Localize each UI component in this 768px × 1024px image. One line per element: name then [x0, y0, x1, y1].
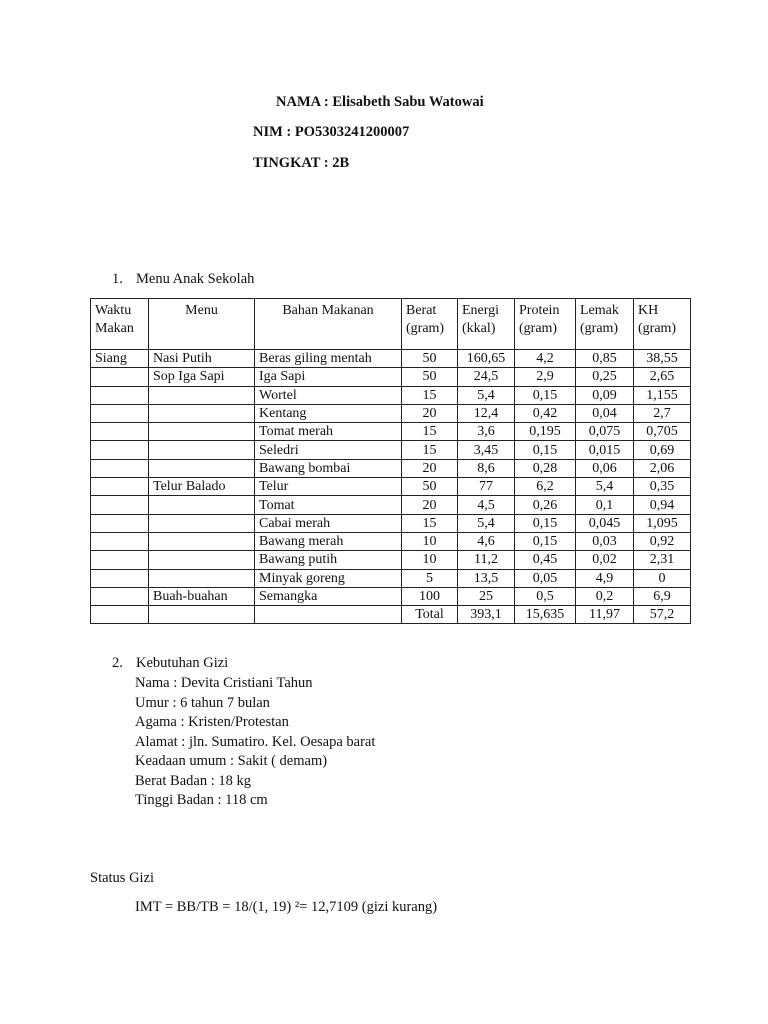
- header-berat: Berat (gram): [402, 299, 458, 350]
- cell-berat: 15: [402, 514, 458, 532]
- section-1-heading: [112, 271, 254, 288]
- cell-menu: Sop Iga Sapi: [149, 368, 255, 386]
- cell-berat: 50: [402, 368, 458, 386]
- cell-bahan: Telur: [255, 478, 402, 496]
- cell-berat: 5: [402, 569, 458, 587]
- cell-lemak: 0,04: [576, 404, 634, 422]
- cell-berat: 100: [402, 587, 458, 605]
- cell-bahan: Seledri: [255, 441, 402, 459]
- header-waktu-makan: Waktu Makan: [91, 299, 149, 350]
- cell-lemak: 4,9: [576, 569, 634, 587]
- cell-berat: 20: [402, 459, 458, 477]
- cell-energi: 160,65: [458, 350, 515, 368]
- cell-berat: 50: [402, 478, 458, 496]
- cell-berat: 15: [402, 386, 458, 404]
- cell-bahan: Iga Sapi: [255, 368, 402, 386]
- total-kh: 57,2: [634, 606, 691, 624]
- total-empty-cell: [255, 606, 402, 624]
- cell-energi: 4,6: [458, 532, 515, 550]
- cell-protein: 0,15: [515, 386, 576, 404]
- cell-bahan: Semangka: [255, 587, 402, 605]
- cell-berat: 15: [402, 441, 458, 459]
- cell-menu: [149, 514, 255, 532]
- cell-energi: 77: [458, 478, 515, 496]
- cell-bahan: Wortel: [255, 386, 402, 404]
- table-row: [91, 350, 691, 368]
- table-row: [91, 514, 691, 532]
- cell-energi: 11,2: [458, 551, 515, 569]
- table-row: [91, 386, 691, 404]
- total-empty-cell: [91, 606, 149, 624]
- cell-kh: 2,31: [634, 551, 691, 569]
- cell-waktu: [91, 423, 149, 441]
- cell-kh: 0,92: [634, 532, 691, 550]
- cell-menu: Buah-buahan: [149, 587, 255, 605]
- menu-table: [90, 298, 691, 624]
- table-row: [91, 587, 691, 605]
- cell-waktu: [91, 386, 149, 404]
- cell-bahan: Minyak goreng: [255, 569, 402, 587]
- cell-waktu: [91, 459, 149, 477]
- cell-berat: 20: [402, 404, 458, 422]
- cell-kh: 0: [634, 569, 691, 587]
- cell-protein: 4,2: [515, 350, 576, 368]
- section-2-heading: [112, 655, 228, 672]
- cell-menu: Telur Balado: [149, 478, 255, 496]
- cell-energi: 4,5: [458, 496, 515, 514]
- table-row: [91, 551, 691, 569]
- cell-energi: 5,4: [458, 386, 515, 404]
- cell-menu: Nasi Putih: [149, 350, 255, 368]
- cell-waktu: [91, 514, 149, 532]
- cell-lemak: 0,045: [576, 514, 634, 532]
- cell-waktu: [91, 368, 149, 386]
- cell-kh: 2,65: [634, 368, 691, 386]
- cell-kh: 1,095: [634, 514, 691, 532]
- header-menu: Menu: [149, 299, 255, 350]
- cell-bahan: Tomat: [255, 496, 402, 514]
- table-row: [91, 441, 691, 459]
- cell-berat: 20: [402, 496, 458, 514]
- student-tingkat: TINGKAT : 2B: [253, 155, 350, 171]
- cell-kh: 2,7: [634, 404, 691, 422]
- cell-protein: 0,5: [515, 587, 576, 605]
- total-label: Total: [402, 606, 458, 624]
- section-2-number: 2.: [112, 655, 123, 671]
- cell-protein: 0,15: [515, 441, 576, 459]
- cell-lemak: 0,2: [576, 587, 634, 605]
- cell-berat: 10: [402, 551, 458, 569]
- table-row: [91, 459, 691, 477]
- patient-info: [135, 674, 375, 811]
- cell-waktu: [91, 404, 149, 422]
- cell-kh: 0,69: [634, 441, 691, 459]
- cell-menu: [149, 459, 255, 477]
- cell-waktu: Siang: [91, 350, 149, 368]
- cell-menu: [149, 404, 255, 422]
- section-2-title: Kebutuhan Gizi: [136, 655, 229, 671]
- cell-bahan: Kentang: [255, 404, 402, 422]
- cell-berat: 15: [402, 423, 458, 441]
- cell-protein: 2,9: [515, 368, 576, 386]
- cell-menu: [149, 441, 255, 459]
- header-kh: KH (gram): [634, 299, 691, 350]
- cell-lemak: 0,06: [576, 459, 634, 477]
- cell-waktu: [91, 496, 149, 514]
- cell-waktu: [91, 532, 149, 550]
- header-protein: Protein (gram): [515, 299, 576, 350]
- table-total-row: [91, 606, 691, 624]
- cell-kh: 6,9: [634, 587, 691, 605]
- table-row: [91, 478, 691, 496]
- info-umur: Umur : 6 tahun 7 bulan: [135, 694, 270, 711]
- cell-lemak: 0,1: [576, 496, 634, 514]
- info-keadaan: Keadaan umum : Sakit ( demam): [135, 753, 328, 769]
- header-lemak: Lemak (gram): [576, 299, 634, 350]
- section-1-title: Menu Anak Sekolah: [136, 271, 255, 287]
- cell-lemak: 0,25: [576, 368, 634, 386]
- cell-energi: 13,5: [458, 569, 515, 587]
- cell-menu: [149, 569, 255, 587]
- total-empty-cell: [149, 606, 255, 624]
- total-protein: 15,635: [515, 606, 576, 624]
- cell-menu: [149, 423, 255, 441]
- header-bahan-makanan: Bahan Makanan: [255, 299, 402, 350]
- cell-energi: 12,4: [458, 404, 515, 422]
- cell-waktu: [91, 551, 149, 569]
- cell-protein: 0,195: [515, 423, 576, 441]
- cell-lemak: 0,075: [576, 423, 634, 441]
- cell-waktu: [91, 587, 149, 605]
- cell-menu: [149, 386, 255, 404]
- cell-kh: 0,705: [634, 423, 691, 441]
- student-nim: NIM : PO5303241200007: [253, 124, 410, 140]
- cell-bahan: Bawang merah: [255, 532, 402, 550]
- table-header-row: [91, 299, 691, 350]
- cell-protein: 0,15: [515, 532, 576, 550]
- cell-protein: 0,45: [515, 551, 576, 569]
- cell-energi: 3,6: [458, 423, 515, 441]
- cell-lemak: 0,09: [576, 386, 634, 404]
- cell-kh: 38,55: [634, 350, 691, 368]
- cell-lemak: 0,02: [576, 551, 634, 569]
- imt-formula: IMT = BB/TB = 18/(1, 19) ²= 12,7109 (gizi kurang): [135, 899, 438, 915]
- cell-kh: 1,155: [634, 386, 691, 404]
- cell-energi: 5,4: [458, 514, 515, 532]
- total-lemak: 11,97: [576, 606, 634, 624]
- cell-bahan: Bawang bombai: [255, 459, 402, 477]
- cell-waktu: [91, 478, 149, 496]
- cell-bahan: Tomat merah: [255, 423, 402, 441]
- info-berat-badan: Berat Badan : 18 kg: [135, 772, 251, 789]
- cell-protein: 0,05: [515, 569, 576, 587]
- cell-berat: 50: [402, 350, 458, 368]
- section-1-number: 1.: [112, 271, 123, 287]
- cell-lemak: 0,85: [576, 350, 634, 368]
- cell-protein: 6,2: [515, 478, 576, 496]
- table-row: [91, 423, 691, 441]
- cell-waktu: [91, 441, 149, 459]
- cell-menu: [149, 551, 255, 569]
- cell-energi: 3,45: [458, 441, 515, 459]
- cell-energi: 25: [458, 587, 515, 605]
- cell-protein: 0,42: [515, 404, 576, 422]
- table-row: [91, 569, 691, 587]
- student-nama: NAMA : Elisabeth Sabu Watowai: [276, 94, 484, 110]
- table-row: [91, 368, 691, 386]
- cell-menu: [149, 532, 255, 550]
- cell-berat: 10: [402, 532, 458, 550]
- cell-lemak: 0,015: [576, 441, 634, 459]
- cell-lemak: 5,4: [576, 478, 634, 496]
- cell-energi: 24,5: [458, 368, 515, 386]
- cell-kh: 0,35: [634, 478, 691, 496]
- cell-protein: 0,15: [515, 514, 576, 532]
- cell-waktu: [91, 569, 149, 587]
- info-tinggi-badan: Tinggi Badan : 118 cm: [135, 792, 268, 808]
- cell-bahan: Bawang putih: [255, 551, 402, 569]
- cell-lemak: 0,03: [576, 532, 634, 550]
- cell-kh: 2,06: [634, 459, 691, 477]
- cell-bahan: Beras giling mentah: [255, 350, 402, 368]
- cell-protein: 0,28: [515, 459, 576, 477]
- cell-menu: [149, 496, 255, 514]
- cell-kh: 0,94: [634, 496, 691, 514]
- cell-bahan: Cabai merah: [255, 514, 402, 532]
- cell-protein: 0,26: [515, 496, 576, 514]
- table-row: [91, 496, 691, 514]
- total-energi: 393,1: [458, 606, 515, 624]
- info-nama: Nama : Devita Cristiani Tahun: [135, 675, 313, 691]
- header-energi: Energi (kkal): [458, 299, 515, 350]
- cell-energi: 8,6: [458, 459, 515, 477]
- table-row: [91, 532, 691, 550]
- table-row: [91, 404, 691, 422]
- info-agama: Agama : Kristen/Protestan: [135, 714, 289, 730]
- status-gizi-title: Status Gizi: [90, 870, 155, 886]
- info-alamat: Alamat : jln. Sumatiro. Kel. Oesapa barat: [135, 733, 376, 750]
